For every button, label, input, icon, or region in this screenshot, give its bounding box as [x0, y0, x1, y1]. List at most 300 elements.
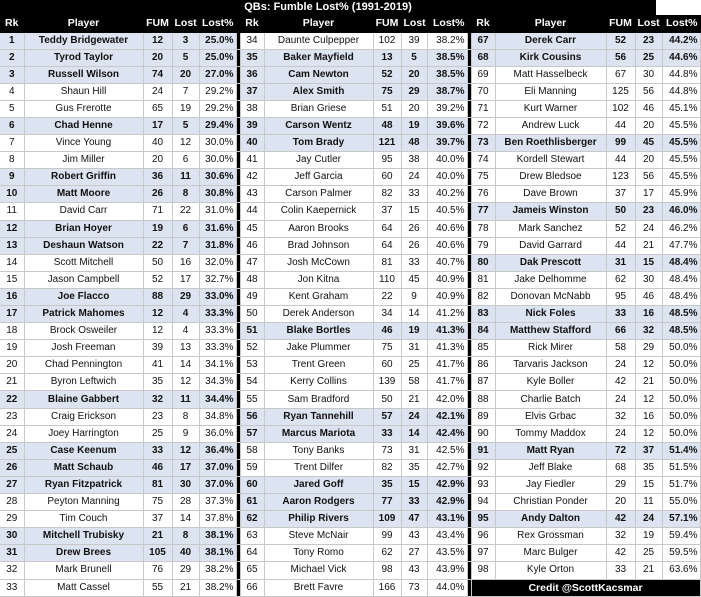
cell-lost: 43	[401, 562, 427, 579]
table-row	[0, 562, 700, 579]
cell-rk: 62	[240, 511, 264, 528]
cell-lost-pct: 34.3%	[199, 374, 236, 391]
header-lost: Lost	[401, 15, 427, 32]
cell-fum: 42	[606, 374, 635, 391]
cell-lost: 58	[401, 374, 427, 391]
cell-fum: 50	[606, 203, 635, 220]
cell-lost: 12	[635, 357, 662, 374]
header-player: Player	[264, 15, 373, 32]
table-row	[0, 49, 700, 66]
cell-rk: 89	[471, 408, 495, 425]
cell-rk: 47	[240, 254, 264, 271]
cell-lost: 24	[635, 511, 662, 528]
cell-lost-pct: 46.0%	[662, 203, 700, 220]
cell-rk: 95	[471, 511, 495, 528]
table-row	[0, 186, 700, 203]
cell-rk: 84	[471, 323, 495, 340]
cell-fum: 40	[143, 135, 172, 152]
cell-lost-pct: 48.5%	[662, 323, 700, 340]
cell-player: Colin Kaepernick	[264, 203, 373, 220]
cell-lost: 23	[635, 203, 662, 220]
cell-lost-pct: 36.4%	[199, 442, 236, 459]
table-row	[0, 135, 700, 152]
cell-fum: 33	[606, 306, 635, 323]
cell-lost: 22	[172, 203, 199, 220]
cell-fum: 75	[143, 494, 172, 511]
cell-fum: 33	[373, 425, 401, 442]
cell-fum: 26	[143, 186, 172, 203]
cell-player: Jared Goff	[264, 476, 373, 493]
cell-rk: 11	[0, 203, 24, 220]
cell-player: Matt Ryan	[495, 442, 606, 459]
cell-lost: 25	[401, 357, 427, 374]
table-row	[0, 357, 700, 374]
cell-fum: 99	[373, 528, 401, 545]
cell-rk: 18	[0, 323, 24, 340]
cell-lost-pct: 41.7%	[427, 374, 467, 391]
table-row	[0, 323, 700, 340]
cell-lost: 12	[172, 135, 199, 152]
cell-fum: 81	[143, 476, 172, 493]
cell-rk: 81	[471, 271, 495, 288]
cell-lost: 14	[172, 357, 199, 374]
cell-lost-pct: 42.5%	[427, 442, 467, 459]
cell-fum: 139	[373, 374, 401, 391]
cell-rk: 37	[240, 83, 264, 100]
cell-fum: 57	[373, 408, 401, 425]
cell-rk: 86	[471, 357, 495, 374]
table-row	[0, 306, 700, 323]
table-row	[0, 408, 700, 425]
cell-player: Alex Smith	[264, 83, 373, 100]
cell-fum: 65	[143, 100, 172, 117]
cell-fum: 35	[143, 374, 172, 391]
header-lost-pct: Lost%	[662, 15, 700, 32]
cell-player: Gus Frerotte	[24, 100, 143, 117]
cell-fum: 105	[143, 545, 172, 562]
cell-lost: 5	[401, 49, 427, 66]
cell-player: Michael Vick	[264, 562, 373, 579]
cell-player: Dak Prescott	[495, 254, 606, 271]
cell-player: Kirk Cousins	[495, 49, 606, 66]
cell-fum: 20	[606, 494, 635, 511]
cell-lost: 21	[401, 391, 427, 408]
cell-lost: 7	[172, 83, 199, 100]
cell-player: Kerry Collins	[264, 374, 373, 391]
cell-fum: 33	[606, 562, 635, 579]
cell-rk: 64	[240, 545, 264, 562]
cell-rk: 45	[240, 220, 264, 237]
table-row	[0, 271, 700, 288]
cell-lost-pct: 30.8%	[199, 186, 236, 203]
cell-player: David Carr	[24, 203, 143, 220]
table-row	[0, 459, 700, 476]
cell-rk: 9	[0, 169, 24, 186]
cell-rk: 74	[471, 152, 495, 169]
cell-lost-pct: 33.3%	[199, 323, 236, 340]
cell-lost-pct: 43.5%	[427, 545, 467, 562]
cell-player: Kent Graham	[264, 288, 373, 305]
cell-lost-pct: 57.1%	[662, 511, 700, 528]
cell-fum: 98	[373, 562, 401, 579]
cell-lost: 16	[635, 408, 662, 425]
cell-lost: 17	[635, 186, 662, 203]
cell-fum: 41	[143, 357, 172, 374]
cell-player: Carson Wentz	[264, 117, 373, 134]
cell-fum: 20	[143, 49, 172, 66]
cell-lost-pct: 37.0%	[199, 476, 236, 493]
cell-lost: 26	[401, 220, 427, 237]
cell-fum: 71	[143, 203, 172, 220]
cell-fum: 44	[606, 117, 635, 134]
cell-lost-pct: 38.5%	[427, 66, 467, 83]
cell-player: Kyle Orton	[495, 562, 606, 579]
cell-fum: 75	[373, 340, 401, 357]
cell-lost: 40	[172, 545, 199, 562]
header-player: Player	[24, 15, 143, 32]
cell-lost: 4	[172, 323, 199, 340]
cell-player: Tony Romo	[264, 545, 373, 562]
cell-lost: 15	[401, 476, 427, 493]
cell-lost-pct: 50.0%	[662, 340, 700, 357]
cell-fum: 17	[143, 117, 172, 134]
cell-lost: 6	[172, 220, 199, 237]
cell-lost-pct: 42.0%	[427, 391, 467, 408]
cell-fum: 82	[373, 186, 401, 203]
table-row	[0, 100, 700, 117]
cell-lost-pct: 37.3%	[199, 494, 236, 511]
cell-fum: 55	[143, 579, 172, 596]
cell-lost-pct: 59.4%	[662, 528, 700, 545]
cell-lost-pct: 44.2%	[662, 32, 700, 49]
cell-player: Tyrod Taylor	[24, 49, 143, 66]
cell-fum: 33	[143, 442, 172, 459]
cell-lost: 8	[172, 186, 199, 203]
table-row	[0, 425, 700, 442]
cell-fum: 32	[606, 528, 635, 545]
header-lost-pct: Lost%	[427, 15, 467, 32]
cell-fum: 64	[373, 220, 401, 237]
cell-player: Jeff Garcia	[264, 169, 373, 186]
cell-player: Mark Sanchez	[495, 220, 606, 237]
cell-player: Matt Schaub	[24, 459, 143, 476]
table-row	[0, 288, 700, 305]
cell-rk: 8	[0, 152, 24, 169]
cell-rk: 16	[0, 288, 24, 305]
cell-player: Josh Freeman	[24, 340, 143, 357]
cell-rk: 1	[0, 32, 24, 49]
cell-rk: 50	[240, 306, 264, 323]
cell-player: Matthew Stafford	[495, 323, 606, 340]
cell-fum: 76	[143, 562, 172, 579]
cell-lost-pct: 31.0%	[199, 203, 236, 220]
cell-player: Jeff Blake	[495, 459, 606, 476]
cell-player: Jake Delhomme	[495, 271, 606, 288]
cell-fum: 22	[143, 237, 172, 254]
cell-fum: 21	[143, 528, 172, 545]
cell-lost-pct: 41.7%	[427, 357, 467, 374]
cell-lost-pct: 38.2%	[199, 562, 236, 579]
cell-fum: 123	[606, 169, 635, 186]
cell-rk: 49	[240, 288, 264, 305]
cell-player: Charlie Batch	[495, 391, 606, 408]
cell-lost: 35	[401, 459, 427, 476]
header-player: Player	[495, 15, 606, 32]
cell-player: Scott Mitchell	[24, 254, 143, 271]
cell-lost: 46	[635, 100, 662, 117]
cell-lost: 21	[172, 579, 199, 596]
cell-player: Blaine Gabbert	[24, 391, 143, 408]
cell-player: Carson Palmer	[264, 186, 373, 203]
cell-lost-pct: 59.5%	[662, 545, 700, 562]
cell-fum: 73	[373, 442, 401, 459]
cell-lost: 15	[401, 203, 427, 220]
cell-player: Brian Griese	[264, 100, 373, 117]
cell-fum: 99	[606, 135, 635, 152]
cell-fum: 68	[606, 459, 635, 476]
cell-lost: 29	[172, 562, 199, 579]
cell-player: Josh McCown	[264, 254, 373, 271]
cell-rk: 90	[471, 425, 495, 442]
cell-lost: 30	[635, 271, 662, 288]
cell-player: Chad Henne	[24, 117, 143, 134]
header-lost: Lost	[635, 15, 662, 32]
cell-fum: 64	[373, 237, 401, 254]
cell-lost-pct: 50.0%	[662, 408, 700, 425]
cell-lost: 8	[172, 408, 199, 425]
cell-fum: 95	[373, 152, 401, 169]
cell-rk: 28	[0, 494, 24, 511]
cell-lost-pct: 44.8%	[662, 83, 700, 100]
cell-fum: 42	[606, 511, 635, 528]
cell-lost: 46	[635, 288, 662, 305]
cell-player: Jay Cutler	[264, 152, 373, 169]
cell-lost: 56	[635, 83, 662, 100]
cell-lost-pct: 32.0%	[199, 254, 236, 271]
cell-player: Tim Couch	[24, 511, 143, 528]
cell-lost: 5	[172, 49, 199, 66]
cell-fum: 12	[143, 323, 172, 340]
cell-fum: 35	[373, 476, 401, 493]
cell-player: Matt Hasselbeck	[495, 66, 606, 83]
cell-lost: 23	[635, 32, 662, 49]
cell-rk: 85	[471, 340, 495, 357]
cell-lost: 45	[635, 135, 662, 152]
cell-player: Kurt Warner	[495, 100, 606, 117]
cell-rk: 88	[471, 391, 495, 408]
cell-lost: 15	[635, 254, 662, 271]
table-row	[0, 545, 700, 562]
cell-fum: 34	[373, 306, 401, 323]
cell-lost: 20	[401, 66, 427, 83]
cell-fum: 37	[373, 203, 401, 220]
cell-player: Joe Flacco	[24, 288, 143, 305]
cell-lost: 7	[172, 237, 199, 254]
cell-fum: 24	[606, 391, 635, 408]
cell-player: Daunte Culpepper	[264, 32, 373, 49]
cell-lost: 29	[172, 288, 199, 305]
cell-lost-pct: 45.9%	[662, 186, 700, 203]
cell-rk: 35	[240, 49, 264, 66]
cell-lost-pct: 44.0%	[427, 579, 467, 596]
table-row	[0, 254, 700, 271]
cell-lost: 15	[635, 476, 662, 493]
cell-rk: 48	[240, 271, 264, 288]
cell-lost-pct: 30.6%	[199, 169, 236, 186]
cell-player: Kordell Stewart	[495, 152, 606, 169]
cell-lost-pct: 27.0%	[199, 66, 236, 83]
cell-lost: 12	[635, 391, 662, 408]
cell-player: Robert Griffin	[24, 169, 143, 186]
cell-rk: 72	[471, 117, 495, 134]
cell-rk: 78	[471, 220, 495, 237]
cell-lost: 31	[401, 442, 427, 459]
cell-fum: 36	[143, 169, 172, 186]
cell-fum: 51	[373, 100, 401, 117]
table-row	[0, 442, 700, 459]
cell-lost: 13	[172, 340, 199, 357]
cell-lost-pct: 30.0%	[199, 135, 236, 152]
cell-rk: 82	[471, 288, 495, 305]
cell-player: Jim Miller	[24, 152, 143, 169]
cell-player: Tommy Maddox	[495, 425, 606, 442]
cell-lost-pct: 39.7%	[427, 135, 467, 152]
cell-player: Teddy Bridgewater	[24, 32, 143, 49]
cell-lost: 14	[401, 306, 427, 323]
cell-player: Steve McNair	[264, 528, 373, 545]
cell-lost: 37	[635, 442, 662, 459]
cell-lost: 20	[172, 66, 199, 83]
cell-rk: 25	[0, 442, 24, 459]
cell-lost-pct: 40.5%	[427, 203, 467, 220]
cell-lost: 12	[172, 374, 199, 391]
header-row	[0, 15, 700, 32]
cell-lost: 19	[401, 117, 427, 134]
cell-rk: 80	[471, 254, 495, 271]
cell-lost-pct: 29.4%	[199, 117, 236, 134]
cell-lost: 25	[635, 545, 662, 562]
cell-lost-pct: 50.0%	[662, 425, 700, 442]
cell-lost-pct: 25.0%	[199, 49, 236, 66]
cell-fum: 23	[143, 408, 172, 425]
fumble-lost-table	[0, 15, 701, 597]
cell-fum: 81	[373, 254, 401, 271]
cell-lost: 45	[401, 271, 427, 288]
cell-fum: 39	[143, 340, 172, 357]
cell-rk: 24	[0, 425, 24, 442]
cell-rk: 3	[0, 66, 24, 83]
cell-lost-pct: 50.0%	[662, 374, 700, 391]
cell-player: Aaron Rodgers	[264, 494, 373, 511]
table-row	[0, 511, 700, 528]
cell-player: Ryan Fitzpatrick	[24, 476, 143, 493]
cell-fum: 95	[606, 288, 635, 305]
cell-fum: 32	[606, 408, 635, 425]
cell-fum: 52	[606, 32, 635, 49]
cell-fum: 24	[606, 357, 635, 374]
cell-rk: 33	[0, 579, 24, 596]
cell-player: Christian Ponder	[495, 494, 606, 511]
cell-rk: 66	[240, 579, 264, 596]
cell-lost: 30	[172, 476, 199, 493]
cell-lost-pct: 29.2%	[199, 83, 236, 100]
cell-lost-pct: 50.0%	[662, 391, 700, 408]
header-lost-pct: Lost%	[199, 15, 236, 32]
cell-rk: 54	[240, 374, 264, 391]
header-fum: FUM	[143, 15, 172, 32]
cell-rk: 75	[471, 169, 495, 186]
cell-lost-pct: 45.5%	[662, 152, 700, 169]
cell-player: Craig Erickson	[24, 408, 143, 425]
cell-lost-pct: 31.6%	[199, 220, 236, 237]
cell-lost-pct: 50.0%	[662, 357, 700, 374]
cell-rk: 32	[0, 562, 24, 579]
cell-lost-pct: 46.2%	[662, 220, 700, 237]
cell-lost-pct: 48.4%	[662, 271, 700, 288]
cell-lost: 12	[635, 425, 662, 442]
cell-player: Kyle Boller	[495, 374, 606, 391]
cell-player: Jason Campbell	[24, 271, 143, 288]
cell-lost-pct: 33.0%	[199, 288, 236, 305]
table-row	[0, 152, 700, 169]
cell-rk: 27	[0, 476, 24, 493]
cell-player: Matt Cassel	[24, 579, 143, 596]
cell-player: Ryan Tannehill	[264, 408, 373, 425]
cell-player: Mitchell Trubisky	[24, 528, 143, 545]
cell-fum: 52	[606, 220, 635, 237]
cell-player: Case Keenum	[24, 442, 143, 459]
cell-lost-pct: 44.6%	[662, 49, 700, 66]
cell-player: Jameis Winston	[495, 203, 606, 220]
table-row	[0, 220, 700, 237]
cell-rk: 53	[240, 357, 264, 374]
cell-lost-pct: 40.9%	[427, 271, 467, 288]
cell-player: Baker Mayfield	[264, 49, 373, 66]
cell-player: Brett Favre	[264, 579, 373, 596]
cell-rk: 61	[240, 494, 264, 511]
cell-fum: 72	[606, 442, 635, 459]
cell-lost: 24	[401, 169, 427, 186]
cell-player: David Garrard	[495, 237, 606, 254]
cell-player: Trent Green	[264, 357, 373, 374]
cell-rk: 65	[240, 562, 264, 579]
cell-lost: 43	[401, 528, 427, 545]
header-fum: FUM	[606, 15, 635, 32]
cell-player: Sam Bradford	[264, 391, 373, 408]
cell-player: Aaron Brooks	[264, 220, 373, 237]
cell-fum: 19	[143, 220, 172, 237]
cell-player: Blake Bortles	[264, 323, 373, 340]
cell-rk: 60	[240, 476, 264, 493]
cell-lost-pct: 55.0%	[662, 494, 700, 511]
cell-lost-pct: 41.3%	[427, 340, 467, 357]
cell-rk: 23	[0, 408, 24, 425]
cell-lost-pct: 42.9%	[427, 476, 467, 493]
cell-fum: 60	[373, 357, 401, 374]
cell-lost-pct: 36.0%	[199, 425, 236, 442]
cell-rk: 83	[471, 306, 495, 323]
cell-player: Matt Moore	[24, 186, 143, 203]
cell-lost: 20	[635, 152, 662, 169]
cell-fum: 50	[143, 254, 172, 271]
cell-lost: 30	[635, 66, 662, 83]
cell-player: Jay Fiedler	[495, 476, 606, 493]
cell-lost: 16	[635, 306, 662, 323]
cell-rk: 20	[0, 357, 24, 374]
cell-rk: 17	[0, 306, 24, 323]
cell-lost: 20	[635, 117, 662, 134]
cell-rk: 93	[471, 476, 495, 493]
